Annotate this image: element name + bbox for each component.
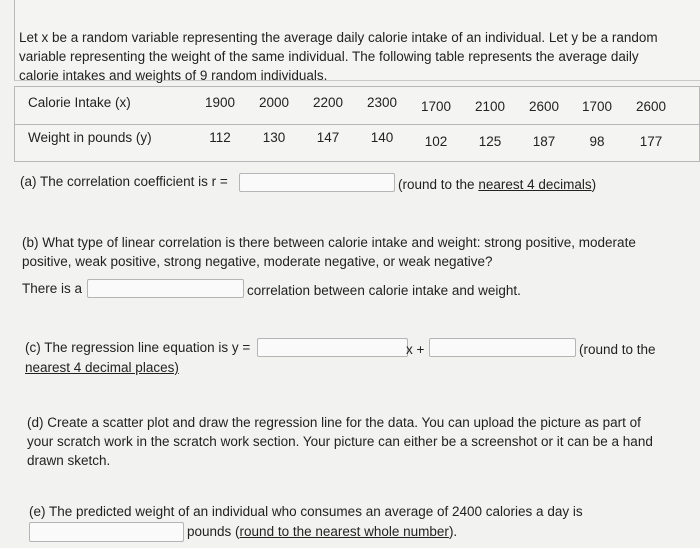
weight-cell: 112 xyxy=(209,130,231,145)
correlation-type-input[interactable] xyxy=(87,279,244,298)
part-b-prefix: There is a xyxy=(22,281,83,296)
calorie-cell: 1700 xyxy=(581,99,613,114)
weight-cell: 177 xyxy=(639,134,663,149)
weight-cell: 147 xyxy=(316,130,340,145)
intercept-input[interactable] xyxy=(429,338,576,357)
calorie-cell: 2200 xyxy=(312,95,344,110)
row-label-calories: Calorie Intake (x) xyxy=(28,95,131,110)
part-d-instructions: (d) Create a scatter plot and draw the regression line for the data. You can upload the picture as part of your scratch work in the scratch work section. Your picture can either be a screenshot or it can be a hand drawn sketch. xyxy=(27,415,653,468)
slope-input[interactable] xyxy=(257,338,408,357)
calorie-cell: 2600 xyxy=(635,99,667,114)
weight-cell: 140 xyxy=(370,130,394,145)
part-b-question: (b) What type of linear correlation is there between calorie intake and weight: strong positive, moderate positive, weak positive, strong negative, moderate negative, or weak negative? xyxy=(22,235,636,269)
nearest-4-decimal-places-link[interactable]: nearest 4 decimal places) xyxy=(25,360,179,375)
weight-cell: 98 xyxy=(589,134,605,149)
correlation-input[interactable] xyxy=(239,173,395,192)
weight-cell: 187 xyxy=(532,134,556,149)
calorie-cell: 2600 xyxy=(528,99,560,114)
weight-cell: 125 xyxy=(478,134,502,149)
part-e-rounding-note: pounds (round to the nearest whole number). xyxy=(187,524,458,539)
part-e-question: (e) The predicted weight of an individual who consumes an average of 2400 calories a day is xyxy=(29,504,583,519)
weight-cell: 130 xyxy=(262,130,286,145)
data-table xyxy=(14,86,700,162)
weight-cell: 102 xyxy=(424,134,448,149)
calorie-cell: 2100 xyxy=(474,99,506,114)
calorie-cell: 2300 xyxy=(366,95,398,110)
part-c-rounding-note: (round to the xyxy=(579,342,656,357)
calorie-cell: 1700 xyxy=(420,99,452,114)
nearest-4-decimals-link[interactable]: nearest 4 decimals xyxy=(478,177,592,192)
round-nearest-whole-link[interactable]: round to the nearest whole number xyxy=(239,524,449,539)
part-a-rounding-note: (round to the nearest 4 decimals) xyxy=(398,177,597,192)
calorie-cell: 2000 xyxy=(258,95,290,110)
predicted-weight-input[interactable] xyxy=(29,522,184,542)
part-c-prompt: (c) The regression line equation is y = xyxy=(25,340,251,355)
calorie-cell: 1900 xyxy=(204,95,236,110)
part-a-prompt: (a) The correlation coefficient is r = xyxy=(20,174,228,189)
row-label-weight: Weight in pounds (y) xyxy=(28,130,152,145)
problem-intro: Let x be a random variable representing the average daily calorie intake of an individual. Let y be a random variable representing the weight of the same individual. The following table represents the average daily calorie intakes and weights of 9 random individuals. xyxy=(19,30,658,83)
part-b-suffix: correlation between calorie intake and weight. xyxy=(247,283,521,298)
x-plus-label: x + xyxy=(406,342,425,357)
